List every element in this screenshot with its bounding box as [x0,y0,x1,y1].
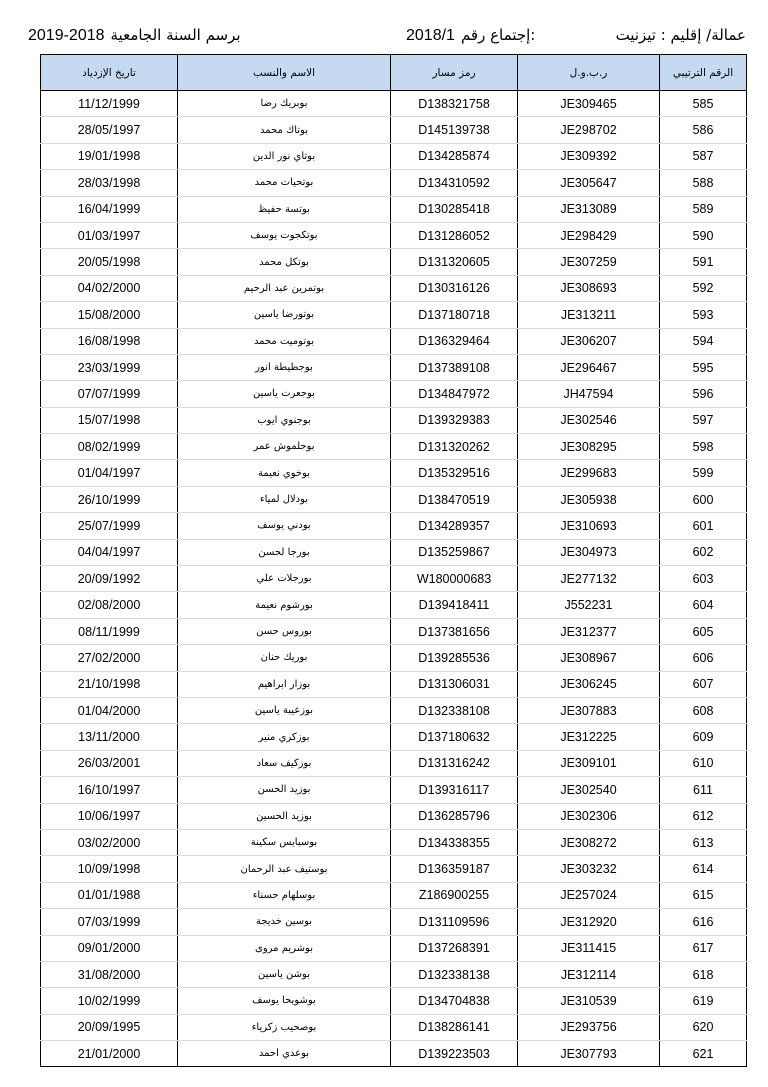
full-name-cell: بوزيد الحسن [178,777,391,803]
prefecture-label: عمالة/ إقليم : تيزنيت [615,26,746,44]
birth-date-cell: 23/03/1999 [41,354,178,380]
national-id-cell: J552231 [518,592,660,618]
national-id-cell: JE306245 [518,671,660,697]
national-id-cell: JE308272 [518,829,660,855]
table-row [41,882,747,908]
serial-number-cell: 613 [660,829,747,855]
table-row [41,143,747,169]
full-name-cell: بوريك حنان [178,645,391,671]
table-row [41,671,747,697]
serial-number-cell: 592 [660,275,747,301]
national-id-cell: JE302540 [518,777,660,803]
full-name-cell: بوزعيبة ياسين [178,697,391,723]
massar-code-cell: D131286052 [391,222,518,248]
full-name-cell: بوسين خديجة [178,909,391,935]
national-id-cell: JE303232 [518,856,660,882]
academic-year-value: 2019-2018 [28,27,105,44]
serial-number-cell: 605 [660,618,747,644]
meeting-info [406,22,535,49]
national-id-cell: JE308693 [518,275,660,301]
serial-number-cell: 614 [660,856,747,882]
table-row [41,697,747,723]
table-row [41,618,747,644]
national-id-cell: JE313089 [518,196,660,222]
massar-code-cell: D134704838 [391,988,518,1014]
table-row [41,988,747,1014]
full-name-cell: بوتكجوت يوسف [178,222,391,248]
full-name-cell: بوتمرين عبد الرحيم [178,275,391,301]
column-header-national-id: ر.ب.و.ل [518,55,660,91]
massar-code-cell: D139329383 [391,407,518,433]
massar-code-cell: D139418411 [391,592,518,618]
full-name-cell: بوتوميت محمد [178,328,391,354]
full-name-cell: بوخوي نعيمة [178,460,391,486]
national-id-cell: JE313211 [518,302,660,328]
birth-date-cell: 01/04/1997 [41,460,178,486]
birth-date-cell: 16/04/1999 [41,196,178,222]
serial-number-cell: 590 [660,222,747,248]
national-id-cell: JE296467 [518,354,660,380]
full-name-cell: بودلال لمياء [178,486,391,512]
table-row [41,170,747,196]
national-id-cell: JE312920 [518,909,660,935]
national-id-cell: JE310539 [518,988,660,1014]
massar-code-cell: D130285418 [391,196,518,222]
massar-code-cell: D134310592 [391,170,518,196]
massar-code-cell: D134338355 [391,829,518,855]
national-id-cell: JE307883 [518,697,660,723]
table-row [41,750,747,776]
serial-number-cell: 586 [660,117,747,143]
birth-date-cell: 21/10/1998 [41,671,178,697]
meeting-number: 2018/1 [406,27,455,44]
birth-date-cell: 16/08/1998 [41,328,178,354]
birth-date-cell: 21/01/2000 [41,1041,178,1067]
full-name-cell: بوزكري منير [178,724,391,750]
birth-date-cell: 20/09/1995 [41,1014,178,1040]
serial-number-cell: 594 [660,328,747,354]
national-id-cell: JE312114 [518,961,660,987]
full-name-cell: بوزكيف سعاد [178,750,391,776]
massar-code-cell: D131320605 [391,249,518,275]
serial-number-cell: 604 [660,592,747,618]
serial-number-cell: 601 [660,513,747,539]
table-row [41,1014,747,1040]
birth-date-cell: 15/08/2000 [41,302,178,328]
table-row [41,724,747,750]
serial-number-cell: 597 [660,407,747,433]
column-header-full-name: الاسم والنسب [178,55,391,91]
table-row [41,856,747,882]
massar-code-cell: D135329516 [391,460,518,486]
massar-code-cell: D132338108 [391,697,518,723]
massar-code-cell: D145139738 [391,117,518,143]
serial-number-cell: 615 [660,882,747,908]
table-row [41,803,747,829]
massar-code-cell: D131306031 [391,671,518,697]
table-row [41,381,747,407]
national-id-cell: JE308295 [518,434,660,460]
birth-date-cell: 08/02/1999 [41,434,178,460]
massar-code-cell: D139285536 [391,645,518,671]
meeting-label: إجتماع رقم: [460,26,536,44]
national-id-cell: JE298429 [518,222,660,248]
table-row [41,407,747,433]
full-name-cell: بورشوم نعيمة [178,592,391,618]
national-id-cell: JE309101 [518,750,660,776]
massar-code-cell: D137389108 [391,354,518,380]
serial-number-cell: 591 [660,249,747,275]
full-name-cell: بودني يوسف [178,513,391,539]
massar-code-cell: D136359187 [391,856,518,882]
birth-date-cell: 28/03/1998 [41,170,178,196]
serial-number-cell: 585 [660,91,747,117]
national-id-cell: JE310693 [518,513,660,539]
national-id-cell: JE257024 [518,882,660,908]
massar-code-cell: D137180718 [391,302,518,328]
serial-number-cell: 609 [660,724,747,750]
table-row [41,117,747,143]
table-row [41,354,747,380]
table-row [41,249,747,275]
national-id-cell: JE293756 [518,1014,660,1040]
table-header-row [41,55,747,91]
table-row [41,777,747,803]
massar-code-cell: D134285874 [391,143,518,169]
full-name-cell: بوحلموش عمر [178,434,391,460]
massar-code-cell: D131109596 [391,909,518,935]
full-name-cell: بوتاك محمد [178,117,391,143]
serial-number-cell: 606 [660,645,747,671]
academic-year [28,22,241,49]
table-row [41,566,747,592]
massar-code-cell: D139223503 [391,1041,518,1067]
massar-code-cell: D131316242 [391,750,518,776]
full-name-cell: بوجطيطة انور [178,354,391,380]
birth-date-cell: 16/10/1997 [41,777,178,803]
serial-number-cell: 608 [660,697,747,723]
full-name-cell: بوروس حسن [178,618,391,644]
serial-number-cell: 619 [660,988,747,1014]
full-name-cell: بوتاي نور الدين [178,143,391,169]
serial-number-cell: 587 [660,143,747,169]
full-name-cell: بوتسة حفيظ [178,196,391,222]
table-row [41,91,747,117]
massar-code-cell: D137268391 [391,935,518,961]
serial-number-cell: 588 [660,170,747,196]
national-id-cell: JE312377 [518,618,660,644]
national-id-cell: JE308967 [518,645,660,671]
birth-date-cell: 10/09/1998 [41,856,178,882]
massar-code-cell: D136285796 [391,803,518,829]
table-row [41,196,747,222]
table-row [41,460,747,486]
column-header-massar-code: رمز مسار [391,55,518,91]
full-name-cell: بوتحيات محمد [178,170,391,196]
birth-date-cell: 04/02/2000 [41,275,178,301]
document-header [28,22,746,48]
table-row [41,328,747,354]
full-name-cell: بوستيف عبد الرحمان [178,856,391,882]
full-name-cell: بوشريم مروى [178,935,391,961]
full-name-cell: بوشن ياسين [178,961,391,987]
birth-date-cell: 04/04/1997 [41,539,178,565]
birth-date-cell: 27/02/2000 [41,645,178,671]
birth-date-cell: 19/01/1998 [41,143,178,169]
massar-code-cell: D135259867 [391,539,518,565]
national-id-cell: JH47594 [518,381,660,407]
full-name-cell: بوسلهام حسناء [178,882,391,908]
national-id-cell: JE298702 [518,117,660,143]
serial-number-cell: 602 [660,539,747,565]
full-name-cell: بورجا لحسن [178,539,391,565]
national-id-cell: JE307793 [518,1041,660,1067]
full-name-cell: بوجنوي ايوب [178,407,391,433]
birth-date-cell: 31/08/2000 [41,961,178,987]
serial-number-cell: 595 [660,354,747,380]
national-id-cell: JE299683 [518,460,660,486]
serial-number-cell: 598 [660,434,747,460]
national-id-cell: JE307259 [518,249,660,275]
full-name-cell: بوشويحا يوسف [178,988,391,1014]
national-id-cell: JE302546 [518,407,660,433]
massar-code-cell: D134847972 [391,381,518,407]
table-row [41,222,747,248]
massar-code-cell: D134289357 [391,513,518,539]
full-name-cell: بوتكل محمد [178,249,391,275]
table-row [41,935,747,961]
birth-date-cell: 25/07/1999 [41,513,178,539]
massar-code-cell: W180000683 [391,566,518,592]
massar-code-cell: D137381656 [391,618,518,644]
national-id-cell: JE277132 [518,566,660,592]
serial-number-cell: 617 [660,935,747,961]
massar-code-cell: D131320262 [391,434,518,460]
table-row [41,302,747,328]
national-id-cell: JE311415 [518,935,660,961]
table-row [41,539,747,565]
full-name-cell: بوعدي احمد [178,1041,391,1067]
birth-date-cell: 01/04/2000 [41,697,178,723]
birth-date-cell: 09/01/2000 [41,935,178,961]
serial-number-cell: 618 [660,961,747,987]
serial-number-cell: 593 [660,302,747,328]
column-header-birth-date: تاريخ الإزدياد [41,55,178,91]
birth-date-cell: 02/08/2000 [41,592,178,618]
national-id-cell: JE304973 [518,539,660,565]
birth-date-cell: 20/09/1992 [41,566,178,592]
national-id-cell: JE312225 [518,724,660,750]
national-id-cell: JE302306 [518,803,660,829]
table-row [41,486,747,512]
massar-code-cell: D136329464 [391,328,518,354]
roster-body [41,91,747,1067]
massar-code-cell: D138286141 [391,1014,518,1040]
serial-number-cell: 607 [660,671,747,697]
birth-date-cell: 03/02/2000 [41,829,178,855]
serial-number-cell: 616 [660,909,747,935]
table-row [41,1041,747,1067]
national-id-cell: JE309465 [518,91,660,117]
serial-number-cell: 611 [660,777,747,803]
full-name-cell: بوتورضا ياسين [178,302,391,328]
birth-date-cell: 07/03/1999 [41,909,178,935]
birth-date-cell: 08/11/1999 [41,618,178,644]
table-row [41,513,747,539]
massar-code-cell: D139316117 [391,777,518,803]
table-row [41,645,747,671]
table-row [41,961,747,987]
birth-date-cell: 01/03/1997 [41,222,178,248]
full-name-cell: بوصحيب زكرياء [178,1014,391,1040]
birth-date-cell: 28/05/1997 [41,117,178,143]
birth-date-cell: 15/07/1998 [41,407,178,433]
birth-date-cell: 10/02/1999 [41,988,178,1014]
serial-number-cell: 589 [660,196,747,222]
national-id-cell: JE305647 [518,170,660,196]
table-row [41,434,747,460]
massar-code-cell: D138470519 [391,486,518,512]
table-row [41,592,747,618]
birth-date-cell: 20/05/1998 [41,249,178,275]
full-name-cell: بوزار ابراهيم [178,671,391,697]
birth-date-cell: 11/12/1999 [41,91,178,117]
table-row [41,909,747,935]
massar-code-cell: D130316126 [391,275,518,301]
massar-code-cell: Z186900255 [391,882,518,908]
full-name-cell: بورجلات علي [178,566,391,592]
birth-date-cell: 10/06/1997 [41,803,178,829]
student-roster-table [40,54,747,1067]
birth-date-cell: 07/07/1999 [41,381,178,407]
academic-year-label: برسم السنة الجامعية [110,26,241,44]
national-id-cell: JE309392 [518,143,660,169]
national-id-cell: JE306207 [518,328,660,354]
birth-date-cell: 01/01/1988 [41,882,178,908]
serial-number-cell: 621 [660,1041,747,1067]
full-name-cell: بوزيد الحسين [178,803,391,829]
column-header-serial-number: الرقم الترتيبي [660,55,747,91]
serial-number-cell: 620 [660,1014,747,1040]
massar-code-cell: D132338138 [391,961,518,987]
table-row [41,829,747,855]
serial-number-cell: 596 [660,381,747,407]
full-name-cell: بوسبايس سكينة [178,829,391,855]
massar-code-cell: D137180632 [391,724,518,750]
massar-code-cell: D138321758 [391,91,518,117]
national-id-cell: JE305938 [518,486,660,512]
birth-date-cell: 26/03/2001 [41,750,178,776]
birth-date-cell: 26/10/1999 [41,486,178,512]
full-name-cell: بوبريك رضا [178,91,391,117]
serial-number-cell: 603 [660,566,747,592]
serial-number-cell: 599 [660,460,747,486]
serial-number-cell: 600 [660,486,747,512]
serial-number-cell: 610 [660,750,747,776]
full-name-cell: بوجعرت ياسين [178,381,391,407]
table-row [41,275,747,301]
serial-number-cell: 612 [660,803,747,829]
birth-date-cell: 13/11/2000 [41,724,178,750]
